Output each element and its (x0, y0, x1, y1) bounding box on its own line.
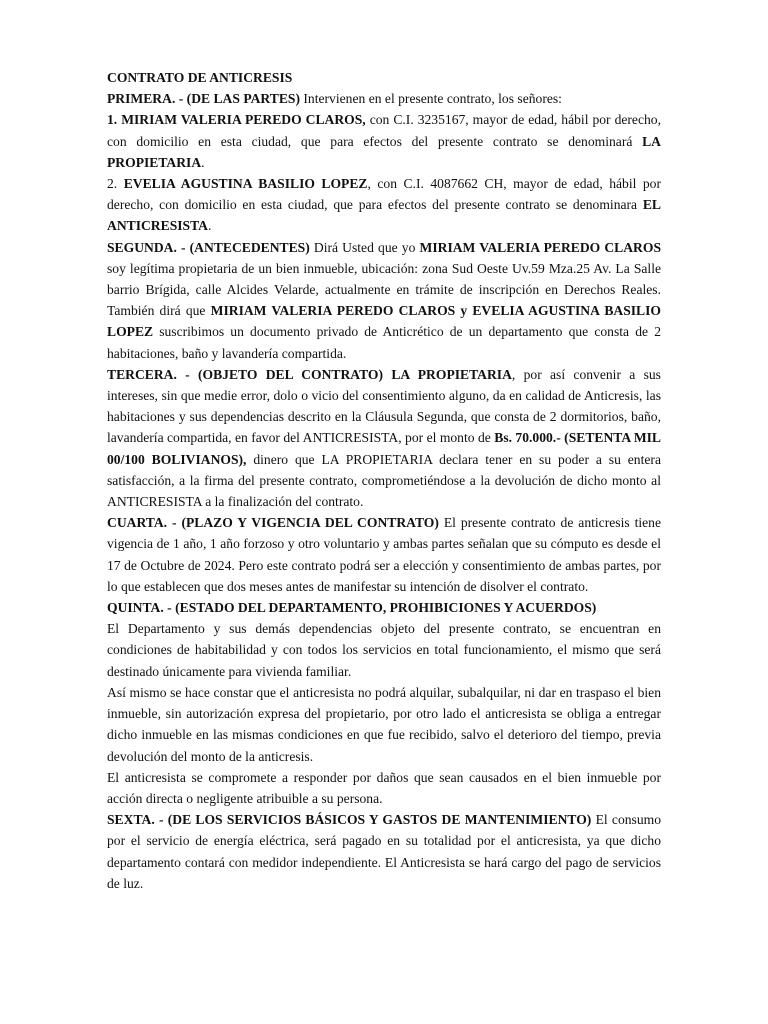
clause-heading: QUINTA. - (ESTADO DEL DEPARTAMENTO, PROHIBICIONES Y ACUERDOS) (107, 600, 597, 616)
clause-primera-heading: PRIMERA. - (DE LAS PARTES) Intervienen en el presente contrato, los señores: (107, 91, 562, 107)
document-title: CONTRATO DE ANTICRESIS (107, 70, 293, 85)
clause-tercera: TERCERA. - (OBJETO DEL CONTRATO) LA PROPIETARIA, por así convenir a sus intereses, sin que medie error, dolo o vicio del consentimiento alguno, da en calidad de Anticresis, las habitaciones y sus dependencias descrito en la Cláusula Segunda, que consta de 2 dormitorios, baño, lavandería compartida, en favor del ANTICRESISTA, por el monto de Bs. 70.000.- (SETENTA MIL 00/100 BOLIVIANOS), dinero que LA PROPIETARIA declara tener en su poder a su entera satisfacción, a la firma del presente contrato, comprometiéndose a la devolución de dicho monto al ANTICRESISTA a la finalización del contrato. (107, 366, 662, 510)
contract-document (107, 67, 661, 894)
party-2-paragraph: 2. EVELIA AGUSTINA BASILIO LOPEZ, con C.I. 4087662 CH, mayor de edad, hábil por derecho, con domicilio en esta ciudad, que para efectos del presente contrato se denominara EL ANTICRESISTA. (107, 176, 661, 234)
clause-quinta-paragraph-2: Así mismo se hace constar que el anticresista no podrá alquilar, subalquilar, ni dar en traspaso el bien inmueble, sin autorización expresa del propietario, por otro lado el anticresista se obliga a entregar dicho inmueble en las mismas condiciones en que fue recibido, salvo el deterioro del tiempo, previa devolución del monto de la anticresis. (107, 684, 661, 764)
party-1-role: LA PROPIETARIA (107, 133, 661, 170)
party-1-paragraph: 1. MIRIAM VALERIA PEREDO CLAROS, con C.I. 3235167, mayor de edad, hábil por derecho, con domicilio en esta ciudad, que para efectos del presente contrato se denominará LA PROPIETARIA. (107, 112, 661, 170)
party-2-role: EL ANTICRESISTA (107, 197, 661, 234)
contract-amount: Bs. 70.000.- (SETENTA MIL 00/100 BOLIVIANOS), (107, 430, 662, 467)
clause-quinta-paragraph-3: El anticresista se compromete a responder por daños que sean causados en el bien inmueble por acción directa o negligente atribuible a su persona. (107, 769, 661, 806)
clause-quinta-paragraph-1: El Departamento y sus demás dependencias objeto del presente contrato, se encuentran en condiciones de habitabilidad y con todos los servicios en total funcionamiento, el mismo que será destinado únicamente para vivienda familiar. (107, 621, 661, 679)
clause-segunda: SEGUNDA. - (ANTECEDENTES) Dirá Usted que yo MIRIAM VALERIA PEREDO CLAROS soy legítima propietaria de un bien inmueble, ubicación: zona Sud Oeste Uv.59 Mza.25 Av. La Salle barrio Brígida, calle Alcides Velarde, actualmente en trámite de inscripción en Derechos Reales. También dirá que MIRIAM VALERIA PEREDO CLAROS y EVELIA AGUSTINA BASILIO LOPEZ suscribimos un documento privado de Anticrético de un departamento que consta de 2 habitaciones, baño y lavandería compartida. (107, 239, 661, 361)
party-1-name: 1. MIRIAM VALERIA PEREDO CLAROS, (107, 112, 366, 128)
party-2-name: EVELIA AGUSTINA BASILIO LOPEZ (123, 176, 368, 192)
clause-heading: PRIMERA. - (DE LAS PARTES) (107, 91, 300, 107)
clause-heading: CUARTA. - (PLAZO Y VIGENCIA DEL CONTRATO) (107, 515, 439, 531)
clause-heading: SEXTA. - (DE LOS SERVICIOS BÁSICOS Y GASTOS DE MANTENIMIENTO) (107, 812, 592, 828)
clause-quinta-heading (107, 597, 661, 618)
clause-cuarta: CUARTA. - (PLAZO Y VIGENCIA DEL CONTRATO) El presente contrato de anticresis tiene vigencia de 1 año, 1 año forzoso y otro voluntario y ambas partes señalan que su cómputo es desde el 17 de Octubre de 2024. Pero este contrato podrá ser a elección y consentimiento de ambas partes, por lo que establecen que dos meses antes de manifestar su intención de disolver el contrato. (107, 515, 661, 594)
clause-heading: SEGUNDA. - (ANTECEDENTES) (107, 239, 310, 255)
clause-sexta: SEXTA. - (DE LOS SERVICIOS BÁSICOS Y GASTOS DE MANTENIMIENTO) El consumo por el servicio de energía eléctrica, será pagado en su totalidad por el anticresista, ya que dicho departamento contará con medidor independiente. El Anticresista se hará cargo del pago de servicios de luz. (107, 812, 661, 891)
clause-heading: TERCERA. - (OBJETO DEL CONTRATO) LA PROPIETARIA (107, 366, 512, 382)
